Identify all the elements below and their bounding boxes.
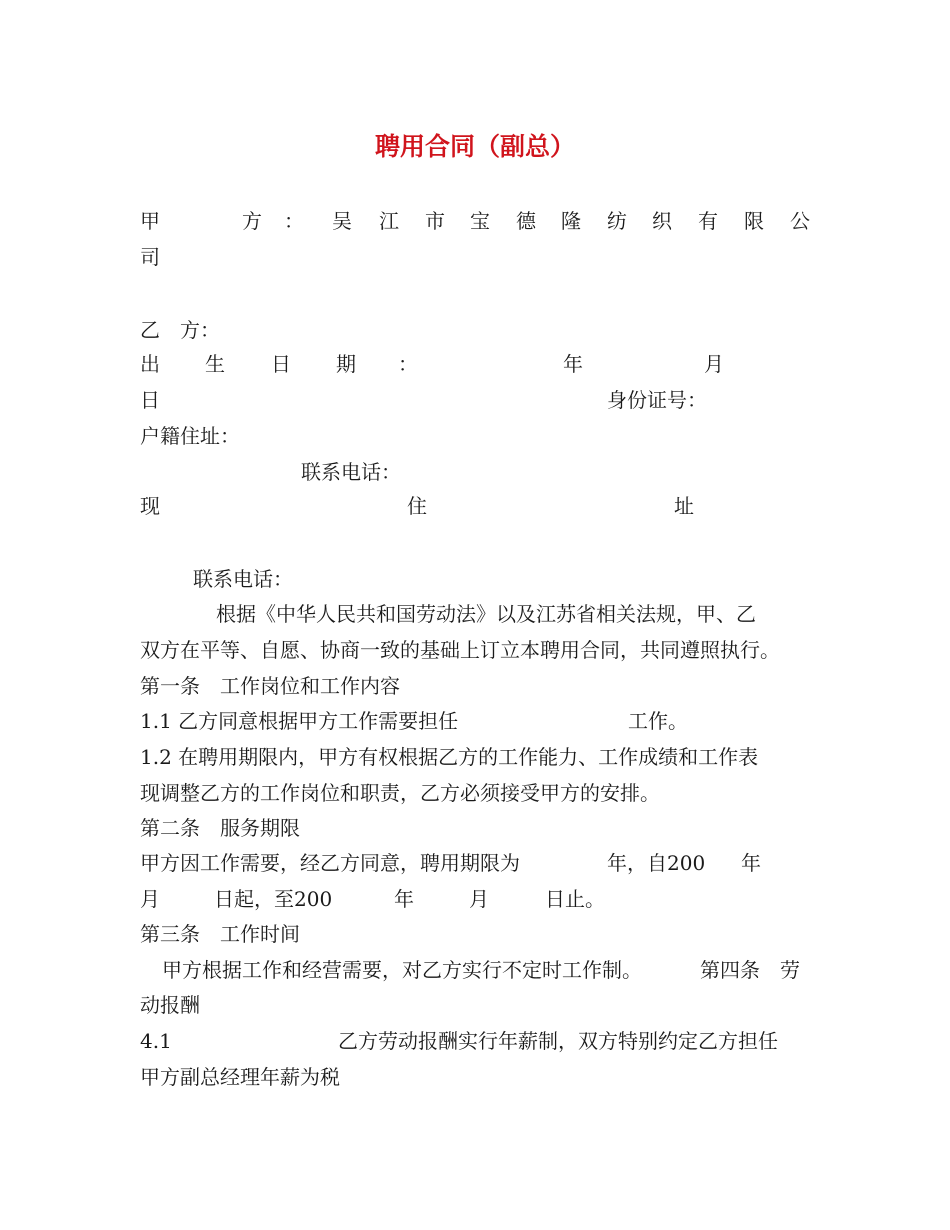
id-number-label: 身份证号： bbox=[607, 388, 707, 412]
clause-text: 月 bbox=[140, 887, 160, 911]
clause-text: 日起，至200 bbox=[214, 887, 333, 911]
household-address-label: 户籍住址： bbox=[140, 424, 240, 448]
party-a-name-char: 宝 bbox=[470, 209, 490, 233]
clause-text: 年 bbox=[741, 851, 761, 875]
birth-year-label: 年 bbox=[563, 352, 583, 376]
article-heading: 第三条 工作时间 bbox=[140, 922, 300, 946]
party-a-name-char: 江 bbox=[379, 209, 399, 233]
party-a-label-char: 方 bbox=[242, 209, 262, 233]
birth-date-label-char: ： bbox=[398, 352, 418, 376]
party-a-name-char: 公 bbox=[790, 209, 810, 233]
clause-text: 现调整乙方的工作岗位和职责，乙方必须接受甲方的安排。 bbox=[140, 781, 660, 805]
current-address-label-char: 址 bbox=[674, 494, 694, 518]
birth-date-label-char: 出 bbox=[140, 352, 160, 376]
clause-text: 日止。 bbox=[545, 887, 605, 911]
party-a-name-char: 市 bbox=[425, 209, 445, 233]
clause-text: 1.1 乙方同意根据甲方工作需要担任 bbox=[140, 709, 459, 733]
clause-text: 乙方劳动报酬实行年薪制，双方特别约定乙方担任 bbox=[338, 1029, 778, 1053]
current-address-label-char: 住 bbox=[407, 494, 427, 518]
clause-number: 4.1 bbox=[140, 1029, 172, 1053]
party-a-name-char: 隆 bbox=[561, 209, 581, 233]
birth-date-label-char: 生 bbox=[205, 352, 225, 376]
article-heading: 第二条 服务期限 bbox=[140, 816, 300, 840]
birth-day-label: 日 bbox=[140, 388, 160, 412]
preamble-line: 根据《中华人民共和国劳动法》以及江苏省相关法规，甲、乙 bbox=[216, 602, 756, 626]
party-a-name-char: 有 bbox=[698, 209, 718, 233]
clause-text: 甲方根据工作和经营需要，对乙方实行不定时工作制。 bbox=[162, 958, 642, 982]
clause-text: 工作。 bbox=[628, 709, 688, 733]
page-title: 聘用合同（副总） bbox=[374, 132, 575, 161]
clause-text: 年，自200 bbox=[607, 851, 706, 875]
current-address-label-char: 现 bbox=[140, 494, 160, 518]
article-heading: 第四条 劳 bbox=[700, 958, 800, 982]
birth-date-label-char: 日 bbox=[271, 352, 291, 376]
preamble-line: 双方在平等、自愿、协商一致的基础上订立本聘用合同，共同遵照执行。 bbox=[140, 638, 780, 662]
clause-text: 1.2 在聘用期限内，甲方有权根据乙方的工作能力、工作成绩和工作表 bbox=[140, 745, 759, 769]
party-a-name-char: 司 bbox=[140, 245, 160, 269]
clause-text: 甲方因工作需要，经乙方同意，聘用期限为 bbox=[140, 851, 520, 875]
phone-label: 联系电话： bbox=[301, 460, 401, 484]
birth-month-label: 月 bbox=[704, 352, 724, 376]
clause-text: 年 bbox=[394, 887, 414, 911]
clause-text: 甲方副总经理年薪为税 bbox=[140, 1065, 340, 1089]
clause-text: 月 bbox=[469, 887, 489, 911]
party-a-label-char: 甲 bbox=[140, 209, 160, 233]
party-a-name-char: 吴 bbox=[332, 209, 352, 233]
phone-label: 联系电话： bbox=[193, 567, 293, 591]
party-a-name-char: 限 bbox=[744, 209, 764, 233]
article-heading: 第一条 工作岗位和工作内容 bbox=[140, 674, 400, 698]
party-b-label: 乙 方： bbox=[140, 318, 220, 342]
party-a-label-char: ： bbox=[284, 209, 304, 233]
article-heading: 动报酬 bbox=[140, 993, 200, 1017]
party-a-name-char: 德 bbox=[516, 209, 536, 233]
birth-date-label-char: 期 bbox=[336, 352, 356, 376]
party-a-name-char: 纺 bbox=[607, 209, 627, 233]
party-a-name-char: 织 bbox=[652, 209, 672, 233]
